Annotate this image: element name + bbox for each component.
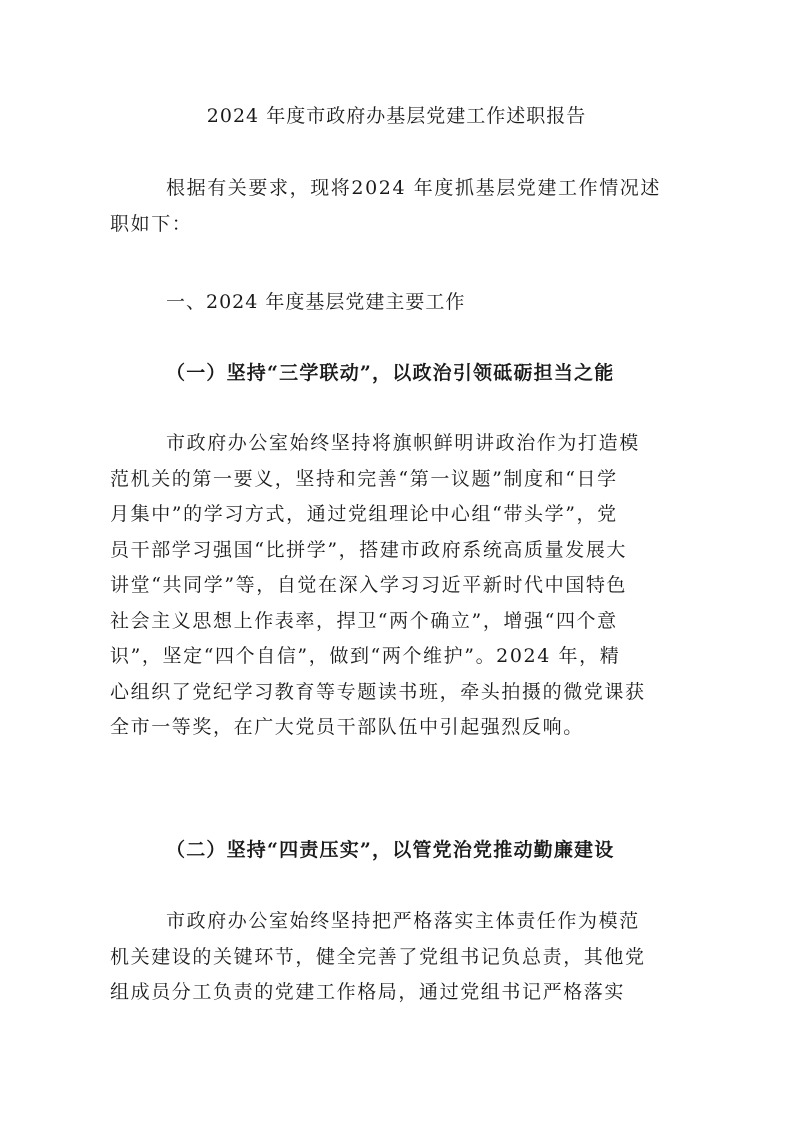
intro-paragraph xyxy=(110,171,690,242)
section-heading-1: 一、2024 年度基层党建主要工作 xyxy=(166,291,466,313)
paragraph-line: 月集中”的学习方式，通过党组理论中心组“带头学”，党 xyxy=(110,503,618,525)
paragraph-line: 范机关的第一要义，坚持和完善“第一议题”制度和“日学 xyxy=(110,467,618,490)
document-title: 2024 年度市政府办基层党建工作述职报告 xyxy=(206,105,587,127)
subsection-2-paragraph xyxy=(110,904,690,1011)
paragraph-line: 社会主义思想上作表率，捍卫“两个确立”，增强“四个意 xyxy=(110,609,618,632)
paragraph-line: 全市一等奖，在广大党员干部队伍中引起强烈反响。 xyxy=(110,716,584,738)
paragraph-line: 市政府办公室始终坚持将旗帜鲜明讲政治作为打造模 xyxy=(166,432,640,454)
intro-line: 根据有关要求，现将2024 年度抓基层党建工作情况述 xyxy=(166,177,661,199)
intro-line: 职如下： xyxy=(110,212,193,235)
subsection-1-paragraph xyxy=(110,426,690,746)
subsection-heading-1: （一）坚持“三学联动”，以政治引领砥砺担当之能 xyxy=(166,362,615,384)
paragraph-line: 员干部学习强国“比拼学”，搭建市政府系统高质量发展大 xyxy=(110,538,628,561)
paragraph-line: 机关建设的关键环节，健全完善了党组书记负总责，其他党 xyxy=(110,945,646,968)
subsection-heading-2: （二）坚持“四责压实”，以管党治党推动勤廉建设 xyxy=(166,839,615,861)
paragraph-line: 讲堂“共同学”等，自觉在深入学习习近平新时代中国特色 xyxy=(110,574,628,596)
paragraph-line: 识”，坚定“四个自信”，做到“两个维护”。2024 年，精 xyxy=(110,645,621,667)
paragraph-line: 市政府办公室始终坚持把严格落实主体责任作为模范 xyxy=(166,910,640,932)
paragraph-line: 心组织了党纪学习教育等专题读书班，牵头拍摄的微党课获 xyxy=(110,680,646,703)
paragraph-line: 组成员分工负责的党建工作格局，通过党组书记严格落实 xyxy=(110,981,626,1003)
